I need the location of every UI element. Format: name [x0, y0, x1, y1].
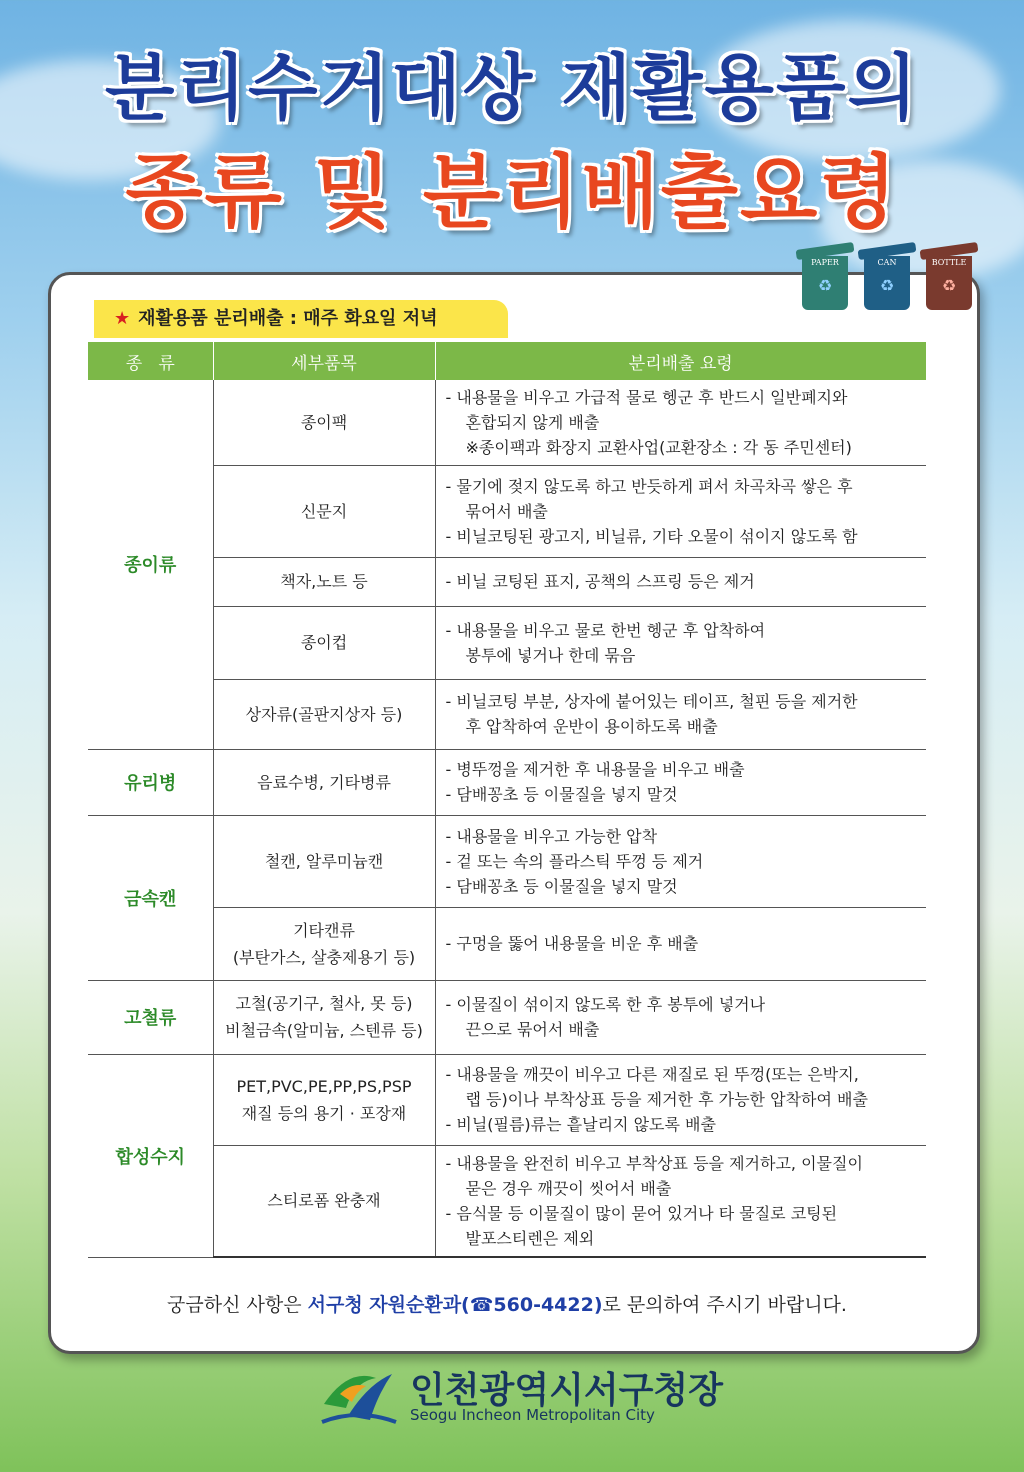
item-line: 책자,노트 등: [280, 572, 368, 591]
category-cell: 합성수지: [88, 1054, 213, 1257]
method-line: 발포스티렌은 제외: [465, 1228, 595, 1248]
table-row: [88, 557, 926, 606]
method-line: - 물기에 젖지 않도록 하고 반듯하게 펴서 차곡차곡 쌓은 후: [445, 476, 853, 496]
item-cell: [213, 907, 435, 980]
recycle-bins: [800, 246, 980, 312]
item-cell: [213, 380, 435, 465]
item-cell: [213, 749, 435, 815]
item-line: 음료수병, 기타병류: [257, 772, 391, 792]
method-line: - 내용물을 비우고 가급적 물로 헹군 후 반드시 일반폐지와: [445, 387, 848, 407]
can-bin-icon: CAN ♻: [862, 246, 912, 310]
method-line: - 비닐 코팅된 표지, 공책의 스프링 등은 제거: [445, 572, 755, 591]
table-row: [88, 679, 926, 749]
method-line: - 음식물 등 이물질이 많이 묻어 있거나 타 물질로 코팅된: [445, 1203, 838, 1223]
method-cell: [435, 815, 926, 907]
category-cell: 유리병: [88, 749, 213, 815]
method-line: - 병뚜껑을 제거한 후 내용물을 비우고 배출: [445, 760, 745, 779]
title-line1: 분리수거대상 재활용품의: [104, 46, 920, 130]
logo-korean-name: 인천광역시서구청장: [410, 1370, 723, 1411]
recycling-table: [88, 342, 926, 1258]
title-line2: 종류 및 분리배출요령: [125, 146, 899, 239]
table-row: [88, 380, 926, 465]
method-cell: [435, 606, 926, 679]
category-cell: 고철류: [88, 980, 213, 1054]
item-line: 신문지: [300, 501, 348, 521]
method-cell: [435, 465, 926, 557]
method-line: - 비닐코팅된 광고지, 비닐류, 기타 오물이 섞이지 않도록 함: [445, 526, 858, 546]
item-cell: [213, 1054, 435, 1145]
item-cell: [213, 1145, 435, 1257]
contact-department: 서구청 자원순환과(☎560-4422): [307, 1294, 603, 1316]
method-cell: [435, 980, 926, 1054]
method-line: 묶어서 배출: [465, 501, 548, 521]
method-line: - 이물질이 섞이지 않도록 한 후 봉투에 넣거나: [445, 995, 766, 1014]
method-line: - 내용물을 비우고 가능한 압착: [445, 826, 658, 846]
seogu-logo: [318, 1362, 723, 1432]
item-cell: [213, 980, 435, 1054]
method-cell: [435, 679, 926, 749]
method-line: 봉투에 넣거나 한데 묶음: [465, 645, 636, 665]
method-line: ※종이팩과 화장지 교환사업(교환장소 : 각 동 주민센터): [465, 437, 852, 457]
item-line: 비철금속(알미늄, 스텐류 등): [225, 1021, 423, 1040]
category-cell: 종이류: [88, 380, 213, 749]
header-item: 세부품목: [213, 342, 435, 380]
item-line: PET,PVC,PE,PP,PS,PSP: [236, 1076, 412, 1096]
item-cell: [213, 606, 435, 679]
method-line: - 비닐코팅 부분, 상자에 붙어있는 테이프, 철핀 등을 제거한: [445, 692, 858, 711]
method-cell: [435, 380, 926, 465]
method-cell: [435, 1054, 926, 1145]
star-icon: ★: [114, 308, 131, 329]
item-cell: [213, 557, 435, 606]
method-line: - 구멍을 뚫어 내용물을 비운 후 배출: [445, 934, 699, 953]
method-line: 끈으로 묶어서 배출: [465, 1020, 600, 1039]
seogu-emblem-icon: [318, 1364, 398, 1428]
schedule-banner: [94, 300, 508, 338]
item-cell: [213, 815, 435, 907]
item-cell: [213, 679, 435, 749]
method-line: 랩 등)이나 부착상표 등을 제거한 후 가능한 압착하여 배출: [465, 1090, 868, 1109]
table-row: [88, 749, 926, 815]
table-header-row: [88, 342, 926, 380]
header-category: 종 류: [88, 342, 213, 380]
method-line: - 겉 또는 속의 플라스틱 뚜껑 등 제거: [445, 851, 704, 871]
method-line: - 담배꽁초 등 이물질을 넣지 말것: [445, 876, 678, 896]
method-line: - 내용물을 깨끗이 비우고 다른 재질로 된 뚜껑(또는 은박지,: [445, 1065, 859, 1084]
method-line: 혼합되지 않게 배출: [465, 412, 600, 432]
bottle-bin-icon: BOTTLE ♻: [924, 246, 974, 310]
can-bin-label: CAN: [877, 258, 897, 267]
item-line: 기타캔류: [293, 920, 355, 940]
item-line: 고철(공기구, 철사, 못 등): [235, 994, 413, 1013]
item-line: 재질 등의 용기 · 포장재: [241, 1103, 407, 1123]
table-row: [88, 980, 926, 1054]
table-row: [88, 1145, 926, 1257]
item-line: 상자류(골판지상자 등): [245, 704, 403, 724]
item-line: 스티로폼 완충재: [267, 1191, 381, 1211]
method-line: - 내용물을 완전히 비우고 부착상표 등을 제거하고, 이물질이: [445, 1153, 863, 1173]
paper-bin-label: PAPER: [811, 258, 839, 267]
item-cell: [213, 465, 435, 557]
table-row: [88, 465, 926, 557]
paper-bin-icon: PAPER ♻: [800, 246, 850, 310]
method-cell: [435, 1145, 926, 1257]
item-line: 종이팩: [300, 412, 348, 432]
item-line: (부탄가스, 살충제용기 등): [232, 947, 416, 967]
table-row: [88, 1054, 926, 1145]
table-row: [88, 606, 926, 679]
table-row: [88, 815, 926, 907]
contact-line: [88, 1290, 926, 1317]
method-line: - 담배꽁초 등 이물질을 넣지 말것: [445, 785, 678, 804]
bottle-bin-label: BOTTLE: [931, 258, 967, 267]
method-line: 후 압착하여 운반이 용이하도록 배출: [465, 717, 718, 736]
header-method: 분리배출 요령: [435, 342, 926, 380]
method-cell: [435, 907, 926, 980]
contact-pre: 궁금하신 사항은: [167, 1294, 308, 1316]
method-line: - 비닐(필름)류는 흩날리지 않도록 배출: [445, 1115, 716, 1134]
schedule-text: 재활용품 분리배출 : 매주 화요일 저녁: [138, 308, 438, 329]
contact-post: 로 문의하여 주시기 바랍니다.: [602, 1294, 847, 1316]
item-line: 철캔, 알루미늄캔: [264, 851, 384, 871]
category-cell: 금속캔: [88, 815, 213, 980]
item-line: 종이컵: [300, 633, 348, 652]
method-line: - 내용물을 비우고 물로 한번 헹군 후 압착하여: [445, 620, 766, 640]
table-row: [88, 907, 926, 980]
method-line: 묻은 경우 깨끗이 씻어서 배출: [465, 1178, 672, 1198]
logo-english-name: Seogu Incheon Metropolitan City: [410, 1406, 655, 1424]
method-cell: [435, 557, 926, 606]
method-cell: [435, 749, 926, 815]
